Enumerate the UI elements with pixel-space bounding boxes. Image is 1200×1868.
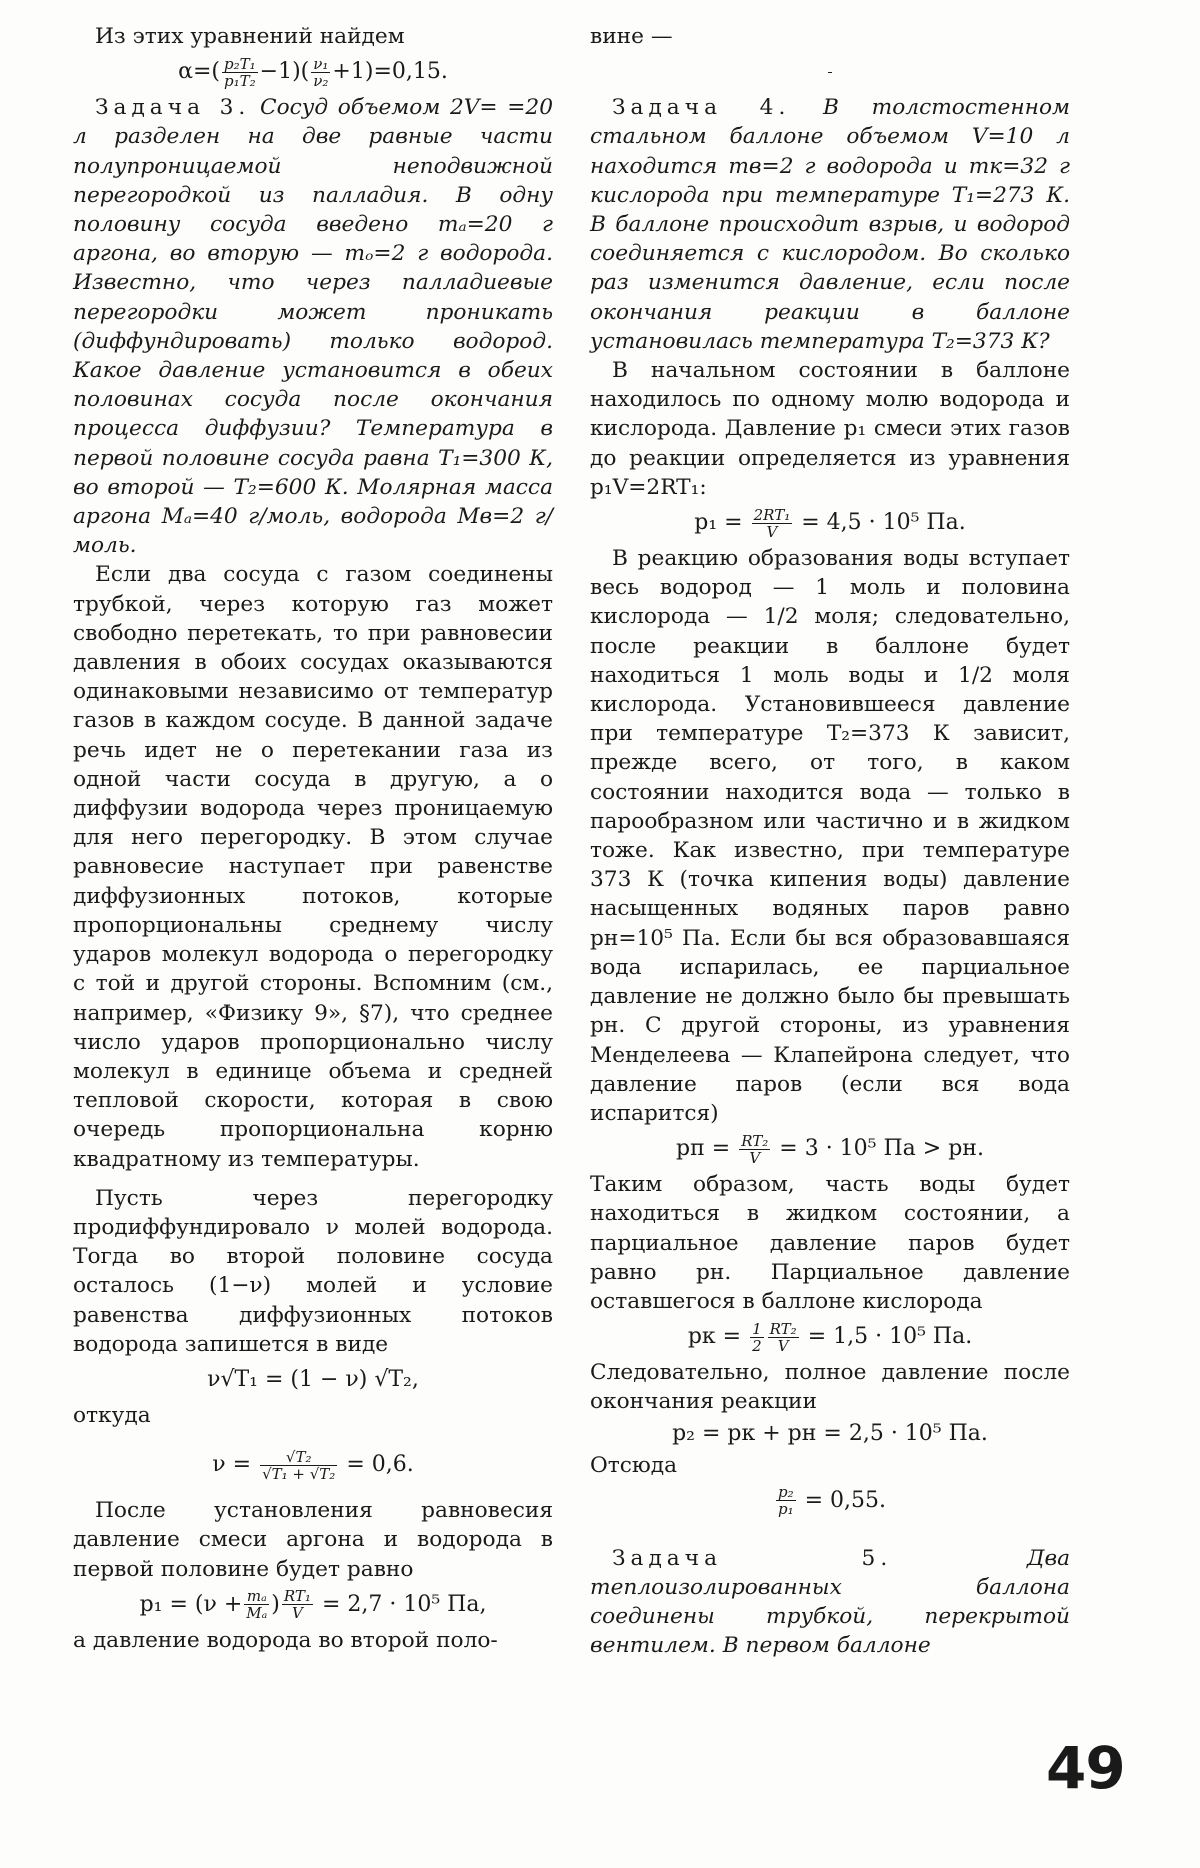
task5-label: Задача 5.	[612, 1545, 893, 1571]
equation-p1-right: p₁ = $\frac{\text{2RT₁}}{V}$ = 4,5 · 10⁵ Па.	[694, 505, 966, 541]
equation-pk: pк = $\frac{1}{2}$ $\frac{\text{RT₂}}{V}$ = 1,5 · 10⁵ Па.	[687, 1319, 973, 1355]
equation-p1-left: p₁ = (ν + $\frac{\text{mₐ}}{\text{Mₐ}}$ ) $\frac{\text{RT₁}}{V}$ = 2,7 · 10⁵ Па,	[139, 1587, 487, 1623]
equation-p2-total: p₂ = pк + pн = 2,5 · 10⁵ Па.	[672, 1420, 988, 1446]
equation-nu: ν = $\frac{\text{√T₂}}{\text{√T₁ + √T₂}}$ = 0,6.	[212, 1447, 414, 1483]
task4-label: Задача 4.	[612, 95, 791, 121]
right-para-3: Таким образом, часть воды будет находиться в жидком состоянии, а парциальное давление паров будет равно pн. Парциальное давление оставшегося в баллоне кислорода	[590, 1172, 1070, 1314]
task5-text: Два теплоизолированных баллона соединены трубкой, перекрытой вентилем. В первом баллоне	[590, 1545, 1070, 1659]
task3-label: Задача 3.	[95, 95, 251, 121]
right-column	[590, 22, 1070, 1661]
right-para-4: Следовательно, полное давление после окончания реакции	[590, 1360, 1070, 1415]
left-para-1: Если два сосуда с газом соединены трубкой, через которую газ может свободно перетекать, то при равновесии давления в обоих сосудах оказываются одинаковыми независимо от температур газов в каждом сосуде. В данной задаче речь идет не о перетекании газа из одной части сосуда в другую, а о диффузии водорода через проницаемую для него перегородку. В этом случае равновесие наступает при равенстве диффузионных потоков, которые пропорциональны среднему числу ударов молекул водорода о перегородку с той и другой стороны. Вспомним (см., например, «Физику 9», §7), что среднее число ударов пропорционально числу молекул в единице объема и средней тепловой скорости, которая в свою очередь пропорциональна корню квадратному из температуры.	[73, 562, 553, 1172]
equation-alpha: α=( $\frac{\text{p₂T₁}}{\text{p₁T₂}}$ −1)( $\frac{\text{ν₁}}{\text{ν₂}}$ +1)=0,15.	[178, 54, 448, 90]
task4	[590, 93, 1070, 356]
left-para-4: а давление водорода во второй поло-	[73, 1627, 498, 1653]
intro-line: Из этих уравнений найдем	[95, 24, 405, 49]
otsyuda-word: Отсюда	[590, 1452, 678, 1478]
continuation-line: вине —	[590, 24, 673, 49]
equation-flux: ν√T₁ = (1 − ν) √T₂,	[207, 1366, 419, 1392]
right-para-2: В реакцию образования воды вступает весь водород — 1 моль и половина кислорода — 1/2 моля; следовательно, после реакции в баллоне будет находиться 1 моль воды и 1/2 моля кислорода. Установившееся давление при температуре T₂=373 К зависит, прежде всего, от того, в каком состоянии находится вода — только в парообразном или частично и в жидком тоже. Как известно, при температуре 373 К (точка кипения воды) давление насыщенных водяных паров равно pн=10⁵ Па. Если бы вся образовавшаяся вода испарилась, ее парциальное давление не должно было бы превышать pн. С другой стороны, из уравнения Менделеева — Клапейрона следует, что давление паров (если вся вода испарится)	[590, 546, 1070, 1126]
task4-text: В толстостенном стальном баллоне объемом V=10 л находится mв=2 г водорода и mк=32 г кислорода при температуре T₁=273 К. В баллоне происходит взрыв, и водород соединяется с кислородом. Во сколько раз изменится давление, если после окончания реакции в баллоне установилась температура T₂=373 К?	[590, 95, 1070, 354]
left-column	[73, 22, 553, 1655]
otkuda-word: откуда	[73, 1402, 151, 1428]
equation-pp: pп = $\frac{\text{RT₂}}{V}$ = 3 · 10⁵ Па > pн.	[676, 1131, 984, 1167]
left-para-3: После установления равновесия давление смеси аргона и водорода в первой половине будет равно	[73, 1498, 553, 1582]
task5	[590, 1544, 1070, 1661]
task3	[73, 93, 553, 560]
task3-text: Сосуд объемом 2V= =20 л разделен на две равные части полупроницаемой неподвижной перегородкой из палладия. В одну половину сосуда введено mₐ=20 г аргона, во вторую — mₒ=2 г водорода. Известно, что через палладиевые перегородки может проникать (диффундировать) только водород. Какое давление установится в обеих половинах сосуда после окончания процесса диффузии? Температура в первой половине сосуда равна T₁=300 К, во второй — T₂=600 К. Молярная масса аргона Mₐ=40 г/моль, водорода Mв=2 г/моль.	[73, 95, 553, 559]
equation-p2-top	[590, 55, 1070, 89]
left-para-2: Пусть через перегородку продиффундировало ν молей водорода. Тогда во второй половине сосуда осталось (1−ν) молей и условие равенства диффузионных потоков водорода запишется в виде	[73, 1185, 553, 1357]
right-para-1: В начальном состоянии в баллоне находилось по одному молю водорода и кислорода. Давление p₁ смеси этих газов до реакции определяется из уравнения p₁V=2RT₁:	[590, 358, 1070, 500]
page-number: 49	[1046, 1734, 1125, 1802]
equation-ratio: $\frac{\text{p₂}}{\text{p₁}}$ = 0,55.	[777, 1483, 887, 1519]
